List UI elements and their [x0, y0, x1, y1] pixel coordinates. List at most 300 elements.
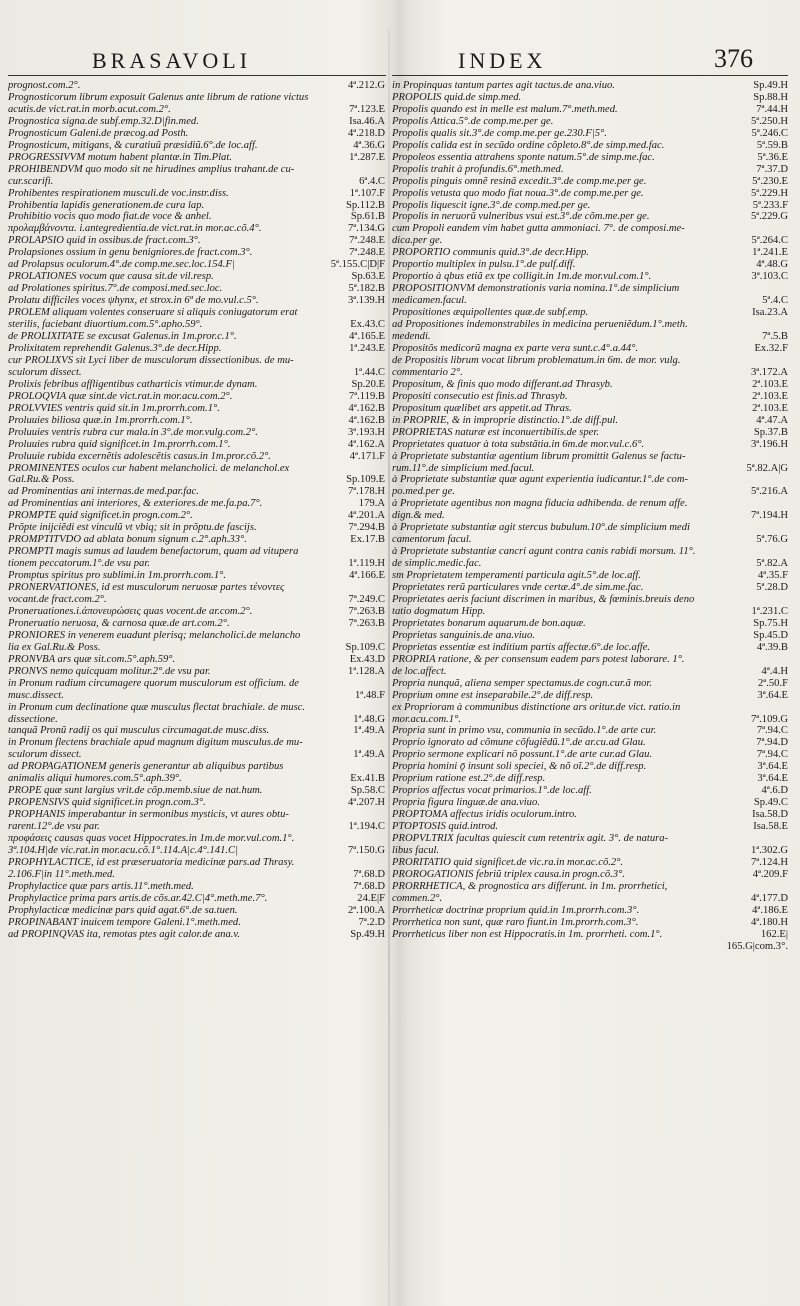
- index-entry-text: PROPRIETAS naturæ est inconuertibilis.de sper.: [392, 426, 599, 438]
- index-entry-reference: Ex.17.B: [350, 534, 385, 546]
- index-entry-reference: Sp.109.E: [346, 474, 385, 486]
- index-entry-text: PROPOSITIONVM demonstrationis varia nomina.1°.de simplicium: [392, 283, 680, 295]
- index-entry: [8, 140, 385, 152]
- index-entry: [392, 152, 788, 164]
- index-entry: [8, 761, 385, 773]
- index-entry-text: Propria homini ǭ insunt soli speciei, & nõ oĩ.2°.de diff.resp.: [392, 761, 647, 773]
- index-entry-reference: 7ª.94.C: [756, 725, 788, 737]
- index-entry-reference: Sp.61.B: [350, 211, 385, 223]
- index-entry-reference: 2ª.103.E: [752, 378, 788, 390]
- index-entry-reference: 7ª.68.D: [353, 868, 385, 880]
- index-entry-reference: 1ª.194.C: [348, 821, 385, 833]
- index-entry-text: Promptus spiritus pro sublimi.in 1m.prorrh.com.1°.: [8, 570, 226, 582]
- index-entry: [8, 319, 385, 331]
- index-entry-text: PROPHYLACTICE, id est præseruatoria medicinæ pars.ad Thrasy.: [8, 856, 295, 868]
- index-entry: [392, 582, 788, 594]
- index-entry-text: Proprietas sanguinis.de ana.viuo.: [392, 629, 535, 641]
- index-entry-text: PRONVBA ars quæ sit.com.5°.aph.59°.: [8, 653, 176, 665]
- index-entry-text: Prophylacticæ medicinæ pars quid agat.6°.de sa.tuen.: [8, 904, 238, 916]
- index-entry: [8, 463, 385, 475]
- index-entry-text: Prognosticum Galeni.de præcog.ad Posth.: [8, 127, 189, 139]
- index-entry: [8, 558, 385, 570]
- index-entry-reference: 7ª.134.G: [347, 223, 385, 235]
- index-entry: [392, 140, 788, 152]
- index-entry-text: Propolis trahit à profundis.6°.meth.med.: [392, 163, 564, 175]
- index-entry: [392, 259, 788, 271]
- index-entry-text: Prophylactice prima pars artis.de cõs.ar.42.C|4°.meth.me.7°.: [8, 892, 268, 904]
- index-entry-reference: 3ª.139.H: [347, 295, 385, 307]
- index-entry-reference: 1ª.48.F: [354, 689, 385, 701]
- index-entry: [392, 188, 788, 200]
- index-entry-text: PRORITATIO quid significet.de vic.ra.in mor.ac.cõ.2°.: [392, 856, 624, 868]
- index-entry-reference: 5ª.233.F: [752, 199, 788, 211]
- index-entry: [392, 474, 788, 486]
- index-entry: [392, 737, 788, 749]
- index-entry: [392, 917, 788, 929]
- index-entry: [8, 845, 385, 857]
- index-entry: [8, 522, 385, 534]
- index-entry: [8, 714, 385, 726]
- index-entry: [392, 546, 788, 558]
- index-entry-reference: 7ª.68.D: [353, 880, 385, 892]
- header-rule-left: [8, 75, 386, 76]
- index-entry-reference: 5ª.4.C: [762, 295, 788, 307]
- index-entry-reference: 7ª.123.E: [349, 103, 385, 115]
- index-entry: [392, 235, 788, 247]
- index-entry-text: PRONIORES in venerem euadunt plerisq; melancholici.de melancho: [8, 629, 301, 641]
- index-entry-reference: 7ª.119.B: [348, 390, 385, 402]
- index-entry: [392, 809, 788, 821]
- index-entry: [8, 690, 385, 702]
- index-entry-text: ad Prolationes spiritus.7°.de composi.med.sec.loc.: [8, 283, 223, 295]
- index-entry-text: Proprietates bonarum aquarum.de bon.aquæ.: [392, 617, 586, 629]
- index-entry: [392, 211, 788, 223]
- index-entry: [8, 857, 385, 869]
- index-entry: [8, 427, 385, 439]
- index-entry-text: commentario 2°.: [392, 366, 463, 378]
- index-entry-reference: 1ª.48.G: [353, 713, 385, 725]
- index-entry-text: ad PROPAGATIONEM generis generantur ab aliquibus partibus: [8, 761, 284, 773]
- index-entry-reference: 24.E|F: [357, 892, 385, 904]
- index-entry-reference: 2ª.103.E: [752, 390, 788, 402]
- index-entry-text: 3ª.104.H|de vic.rat.in mor.acu.cõ.1°.114.A|c.4°.141.C|: [8, 845, 239, 856]
- index-entry: [392, 439, 788, 451]
- index-entry: [392, 343, 788, 355]
- index-entry-reference: 7ª.263.B: [348, 605, 385, 617]
- index-entry-reference: 3ª.196.H: [750, 438, 788, 450]
- index-entry-reference: 7ª.109.G: [750, 713, 788, 725]
- index-entry-reference: 7ª.178.H: [347, 486, 385, 498]
- index-entry-reference: 5ª.28.D: [756, 582, 788, 594]
- index-column-left: [8, 80, 385, 941]
- index-entry-text: à Proprietate substantiæ agit stercus bubulum.10°.de simplicium medi: [392, 522, 691, 534]
- index-entry-text: Proluuies ventris rubra cur mala.in 3°.de mor.vulg.com.2°.: [8, 426, 258, 438]
- index-entry-text: Propolis calida est in secũdo ordine cõpleto.8°.de simp.med.fac.: [392, 139, 665, 151]
- index-entry: [392, 678, 788, 690]
- index-entry-text: Propria sunt in primo vsu, communia in secũdo.1°.de arte cur.: [392, 725, 657, 737]
- index-entry-reference: 6ª.4.C: [359, 175, 385, 187]
- index-entry-text: Prolixitatem reprehendit Galenus.3°.de decr.Hipp.: [8, 342, 222, 354]
- index-entry-text: Propolis vetusta quo modo fiat noua.3°.de comp.me.per ge.: [392, 187, 644, 199]
- index-entry-text: ad Prolapsus oculorum.4°.de comp.me.sec.loc.154.F|: [8, 259, 235, 271]
- index-entry: [8, 451, 385, 463]
- index-entry-reference: 4ª.209.F: [752, 868, 788, 880]
- index-entry-text: in Pronum flectens brachiale apud magnum digitum musculus.de mu-: [8, 737, 303, 749]
- index-entry-text: PROLATIONES vocum que causa sit.de vil.resp.: [8, 271, 214, 283]
- index-entry-reference: 3ª.64.E: [757, 689, 788, 701]
- index-entry-text: Proluuies rubra quid significet.in 1m.prorrh.com.1°.: [8, 438, 231, 450]
- index-entry-reference: 2ª.103.E: [752, 402, 788, 414]
- index-entry: [392, 510, 788, 522]
- index-entry: [8, 725, 385, 737]
- index-entry: [8, 355, 385, 367]
- index-entry-text: Propositõs medicorũ magna ex parte vera sunt.c.4°.a.44°.: [392, 342, 639, 354]
- index-entry-reference: 162.E|: [760, 928, 788, 940]
- index-entry-text: cur.scarifi.: [8, 175, 54, 187]
- index-entry-text: PROPHANIS imperabantur in sermonibus mysticis, vt aures obtu-: [8, 809, 289, 821]
- index-entry: [8, 582, 385, 594]
- index-entry: [8, 223, 385, 235]
- header-rule-right: [392, 75, 788, 76]
- index-entry-text: Proprios affectus vocat primarios.1°.de loc.aff.: [392, 785, 592, 797]
- index-entry: [392, 558, 788, 570]
- index-entry-text: tatio dogmatum Hipp.: [392, 605, 486, 617]
- index-entry: [392, 833, 788, 845]
- index-entry: [8, 654, 385, 666]
- index-entry-text: PROLOQVIA quæ sint.de vict.rat.in mor.acu.com.2°.: [8, 390, 233, 402]
- running-head-author: BRASAVOLI: [92, 48, 252, 73]
- index-entry-reference: Sp.63.E: [351, 271, 385, 283]
- index-entry: [392, 821, 788, 833]
- index-entry-text: rum.11°.de simplicium med.facul.: [392, 462, 535, 474]
- index-entry-text: Propositiones æquipollentes quæ.de subf.emp.: [392, 307, 589, 319]
- index-entry: [392, 654, 788, 666]
- index-entry-text: in Propinquas tantum partes agit tactus.de ana.viuo.: [392, 80, 615, 91]
- index-entry: [392, 295, 788, 307]
- index-entry-reference: 4ª.180.H: [750, 916, 788, 928]
- index-entry: [8, 606, 385, 618]
- index-entry-reference: 3ª.103.C: [751, 271, 788, 283]
- index-entry-reference: 7ª.263.B: [348, 617, 385, 629]
- index-entry-text: Prohibitio vocis quo modo fiat.de voce & anhel.: [8, 211, 212, 223]
- index-entry-reference: 1ª.241.E: [752, 247, 788, 259]
- index-entry: [392, 223, 788, 235]
- index-entry-reference: 2ª.50.F: [757, 677, 788, 689]
- index-entry-text: cum Propoli eandem vim habet gutta ammoniaci. 7°. de composi.me-: [392, 223, 685, 235]
- index-entry-reference: 4ª.39.B: [756, 641, 788, 653]
- index-entry-reference: 1ª.302.G: [750, 845, 788, 856]
- index-entry-text: ad Prominentias ani interiores, & exteriores.de me.fa.pa.7°.: [8, 498, 263, 510]
- index-entry-text: de Propositis librum vocat librum problematum.in 6m. de mor. vulg.: [392, 354, 681, 366]
- index-entry-text: PROLAPSIO quid in ossibus.de fract.com.3°.: [8, 235, 201, 247]
- index-entry-text: Prohibentia lapidis generationem.de cura lap.: [8, 199, 205, 211]
- index-entry: [8, 486, 385, 498]
- index-entry: [8, 785, 385, 797]
- index-entry-text: PROLEM aliquam volentes conseruare si aliquis coniugatorum erat: [8, 307, 298, 319]
- index-entry-reference: 3ª.172.A: [750, 366, 788, 378]
- index-entry: [8, 128, 385, 140]
- index-entry-reference: 7ª.94.C: [756, 749, 788, 761]
- index-entry-reference: 7ª.248.E: [349, 235, 385, 247]
- index-entry-reference: 4ª.36.G: [353, 139, 385, 151]
- index-entry-text: PROPTOMA affectus iridis oculorum.intro.: [392, 809, 577, 821]
- index-entry-text: Proprietas essentiæ est inditium partis affectæ.6°.de loc.affe.: [392, 641, 651, 653]
- index-entry-text: Prorrhetica non sunt, quæ raro fiunt.in 1m.prorrh.com.3°.: [392, 916, 639, 928]
- index-entry: [392, 104, 788, 116]
- index-entry: [392, 415, 788, 427]
- index-entry: [392, 785, 788, 797]
- index-entry: [8, 200, 385, 212]
- index-entry-text: PROGRESSIVVM motum habent plantæ.in Tim.Plat.: [8, 151, 232, 163]
- index-entry-text: 2.106.F|in 11°.meth.med.: [8, 868, 115, 880]
- index-entry-reference: 7ª.150.G: [347, 845, 385, 856]
- index-entry-reference: 7ª.249.C: [348, 593, 385, 605]
- index-entry-text: Prorrheticus liber non est Hippocratis.in 1m. prorrheti. com.1°.: [392, 928, 663, 940]
- index-entry-text: προφάσεις causas quas vocet Hippocrates.in 1m.de mor.vul.com.1°.: [8, 833, 295, 845]
- index-entry-reference: Sp.109.C: [345, 641, 385, 653]
- index-entry: [8, 809, 385, 821]
- index-entry: [392, 80, 788, 92]
- index-entry: [8, 439, 385, 451]
- index-entry-reference: 4ª.212.G: [347, 80, 385, 91]
- index-entry: [8, 510, 385, 522]
- index-entry: [392, 498, 788, 510]
- index-entry-text: Propositi consecutio est finis.ad Thrasyb.: [392, 390, 568, 402]
- index-entry-text: PROROGATIONIS febriũ triplex causa.in progn.cõ.3°.: [392, 868, 625, 880]
- index-entry-text: Prõpte inijciẽdi est vinculũ vt vbiq; sit in prõptu.de fascijs.: [8, 522, 257, 534]
- index-entry: [392, 92, 788, 104]
- index-entry: [392, 881, 788, 893]
- index-entry-text: à Proprietate substantiæ quæ agunt experientia iudicantur.1°.de com-: [392, 474, 689, 486]
- index-entry: [392, 486, 788, 498]
- index-entry-reference: Sp.37.B: [753, 426, 788, 438]
- index-entry-reference: 4ª.162.A: [347, 438, 385, 450]
- index-entry-reference: 7ª.2.D: [358, 916, 385, 928]
- index-entry-reference: 4ª.47.A: [756, 414, 788, 426]
- index-entry-text: de simplic.medic.fac.: [392, 558, 482, 570]
- index-entry-text: Propoleos essentia attrahens sponte natum.5°.de simp.me.fac.: [392, 151, 655, 163]
- index-entry-text: Prorrheticæ doctrinæ proprium quid.in 1m.prorrh.com.3°.: [392, 904, 640, 916]
- index-entry-reference: Sp.49.C: [753, 797, 788, 809]
- index-entry-reference: 2ª.100.A: [347, 904, 385, 916]
- index-entry-text: PROMPTITVDO ad ablata bonum signum c.2°.aph.33°.: [8, 534, 247, 546]
- index-entry-reference: 1ª.287.E: [349, 151, 385, 163]
- index-entry-text: tionem peccatorum.1°.de vsu par.: [8, 558, 150, 570]
- index-entry-text: Prolapsiones ossium in genu benigniores.de fract.com.3°.: [8, 247, 253, 259]
- index-entry: [392, 869, 788, 881]
- index-entry-reference: 7ª.44.H: [756, 103, 788, 115]
- index-entry: [392, 522, 788, 534]
- index-entry: [392, 630, 788, 642]
- index-entry-text: ad Propositiones indemonstrabiles in medicina perueniẽdum.1°.meth.: [392, 319, 688, 331]
- index-entry: [8, 176, 385, 188]
- index-entry: [8, 833, 385, 845]
- running-head-index: INDEX: [458, 48, 547, 73]
- index-entry: [8, 737, 385, 749]
- index-entry-text: Propositum quælibet ars appetit.ad Thras.: [392, 402, 572, 414]
- index-entry-reference: 3ª.64.E: [757, 773, 788, 785]
- index-column-right: [392, 80, 788, 953]
- index-entry-text: Proprio ignorato ad cõmune cõfugiẽdũ.1°.de ar.cu.ad Glau.: [392, 737, 646, 749]
- index-entry-text: à Proprietate agentibus non magna fiducia adhibenda. de renum affe.: [392, 498, 688, 510]
- index-entry-text: mor.acu.com.1°.: [392, 713, 461, 725]
- index-entry-text: de loc.affect.: [392, 665, 447, 677]
- index-entry-text: Propolis Attica.5°.de comp.me.per ge.: [392, 115, 554, 127]
- index-entry-reference: 7ª.5.B: [762, 331, 788, 343]
- index-entry: [392, 164, 788, 176]
- index-entry-text: po.med.per ge.: [392, 486, 455, 498]
- index-entry-text: sculorum dissect.: [8, 749, 82, 761]
- index-entry: [8, 164, 385, 176]
- index-entry: [392, 379, 788, 391]
- index-entry: [392, 725, 788, 737]
- index-entry-reference: Sp.75.H: [753, 617, 788, 629]
- index-entry: [8, 773, 385, 785]
- index-entry-text: Propria nunquã, aliena semper spectamus.de cogn.cur.ã mor.: [392, 677, 653, 689]
- index-entry-text: dissectione.: [8, 713, 58, 725]
- index-entry: [392, 463, 788, 475]
- index-entry-text: commen.2°.: [392, 892, 443, 904]
- index-entry-reference: 4ª.35.F: [757, 570, 788, 582]
- index-entry-text: Proneruationes.i.ἀπονευρώσεις quas vocent.de ar.com.2°.: [8, 605, 253, 617]
- index-entry-reference: Isa.23.A: [752, 307, 788, 319]
- index-entry: [8, 116, 385, 128]
- index-entry-text: Proprietates aeris faciunt discrimen in maribus, & fœminis.breuis deno: [392, 593, 695, 605]
- index-entry: [8, 152, 385, 164]
- index-entry-reference: 4ª.201.A: [347, 510, 385, 522]
- index-entry: [392, 929, 788, 941]
- index-entry: [392, 367, 788, 379]
- index-entry-text: PROPVLTRIX facultas quiescit cum retentrix agit. 3°. de natura-: [392, 833, 669, 845]
- index-entry-text: libus facul.: [392, 845, 440, 856]
- index-entry: [8, 749, 385, 761]
- index-entry-text: PROPORTIO communis quid.3°.de decr.Hipp.: [392, 247, 589, 259]
- index-entry: [392, 606, 788, 618]
- index-entry: [8, 92, 385, 104]
- index-entry-reference: Sp.45.D: [753, 629, 788, 641]
- index-entry-text: camentorum facul.: [392, 534, 472, 546]
- index-entry-text: musc.dissect.: [8, 689, 64, 701]
- index-entry-text: Propolis pinguis omnẽ resinã excedit.3°.de comp.me.per ge.: [392, 175, 647, 187]
- index-entry: [8, 331, 385, 343]
- index-entry-text: Propolis liquescit igne.3°.de comp.med.per ge.: [392, 199, 591, 211]
- index-entry: [8, 283, 385, 295]
- index-entry: [8, 905, 385, 917]
- index-entry-reference: 1ª.243.E: [349, 342, 385, 354]
- index-entry-text: Prohibentes respirationem musculi.de voc.instr.diss.: [8, 187, 229, 199]
- index-entry-text: animalis aliqui humores.com.5°.aph.39°.: [8, 773, 182, 785]
- index-entry: [8, 642, 385, 654]
- index-entry: [8, 881, 385, 893]
- index-entry: [8, 929, 385, 941]
- index-entry-reference: 4ª.177.D: [750, 892, 788, 904]
- index-entry-text: medicamen.facul.: [392, 295, 467, 307]
- index-entry-reference: 4ª.165.E: [349, 331, 385, 343]
- index-entry: [392, 905, 788, 917]
- index-entry: [392, 570, 788, 582]
- index-entry: [392, 247, 788, 259]
- index-entry-reference: 4ª.186.E: [752, 904, 788, 916]
- index-entry-text: Prognosticum, mitigans, & curatiuũ præsidiũ.6°.de loc.aff.: [8, 139, 258, 151]
- index-entry-text: PROPINABANT inuicem tempore Galeni.1°.meth.med.: [8, 916, 241, 928]
- index-entry-text: PROPOLIS quid.de simp.med.: [392, 91, 522, 103]
- index-entry-reference: Ex.32.F: [754, 342, 788, 354]
- index-entry-reference: 7ª.194.H: [750, 510, 788, 522]
- index-entry: [392, 594, 788, 606]
- index-entry-text: in Pronum radium circumagere quorum musculorum est officium. de: [8, 677, 300, 689]
- index-entry-text: à Proprietate substantiæ agentium librum promittit Galenus se factu-: [392, 450, 686, 462]
- index-entry: [392, 451, 788, 463]
- index-entry: [392, 403, 788, 415]
- index-entry-text: in Pronum cum declinatione quæ musculus flectat brachiale. de musc.: [8, 701, 306, 713]
- index-entry-text: Prophylactice quæ pars artis.11°.meth.med.: [8, 880, 194, 892]
- index-entry: [392, 702, 788, 714]
- index-entry-text: Proprio sermone explicari nõ possunt.1°.de arte cur.ad Glau.: [392, 749, 653, 761]
- index-entry-reference: 5ª.182.B: [348, 283, 385, 295]
- index-entry: [8, 893, 385, 905]
- index-entry-text: PROMPTE quid significet.in progn.com.2°.: [8, 510, 193, 522]
- index-entry: [8, 343, 385, 355]
- index-entry-reference: 5ª.59.B: [756, 139, 788, 151]
- index-entry: [392, 355, 788, 367]
- index-entry-reference: 1ª.49.A: [353, 749, 385, 761]
- index-entry: [8, 391, 385, 403]
- index-entry-text: Gal.Ru.& Poss.: [8, 474, 75, 486]
- index-entry-text: cur PROLIXVS sit Lyci liber de musculorum dissectionibus. de mu-: [8, 354, 294, 366]
- index-entry: [8, 534, 385, 546]
- index-entry: [8, 415, 385, 427]
- index-entry-text: de PROLIXITATE se excusat Galenus.in 1m.pror.c.1°.: [8, 331, 237, 343]
- index-entry-reference: 5ª.264.C: [751, 235, 788, 247]
- index-entry-reference: 5ª.229.G: [750, 211, 788, 223]
- index-entry-text: ad Prominentias ani internas.de med.par.fac.: [8, 486, 199, 498]
- index-entry: [8, 678, 385, 690]
- index-entry-reference: 3ª.64.E: [757, 761, 788, 773]
- index-entry-reference: Sp.58.C: [350, 785, 385, 797]
- index-entry: [8, 666, 385, 678]
- index-entry-reference: 4ª.4.H: [761, 665, 788, 677]
- index-entry: [8, 594, 385, 606]
- index-entry-text: dica.per ge.: [392, 235, 443, 247]
- index-entry-text: Proprietates rerũ particulares vnde certæ.4°.de sim.me.fac.: [392, 582, 644, 594]
- index-entry-reference: 179.A: [358, 498, 385, 510]
- index-entry: [8, 271, 385, 283]
- index-entry-reference: Ex.43.C: [350, 319, 385, 331]
- index-entry-reference: 4ª.162.B: [348, 402, 385, 414]
- index-entry: [392, 116, 788, 128]
- index-entry-text: sm Proprietatem temperamenti particula agit.5°.de loc.aff.: [392, 570, 641, 582]
- index-entry: [392, 271, 788, 283]
- index-entry: [392, 391, 788, 403]
- index-entry: [392, 283, 788, 295]
- index-entry-text: Propositum, & finis quo modo differant.ad Thrasyb.: [392, 378, 613, 390]
- index-entry-reference: 7ª.124.H: [750, 856, 788, 868]
- index-entry: [392, 941, 788, 953]
- index-entry: [8, 307, 385, 319]
- index-entry: [8, 104, 385, 116]
- index-entry-reference: 7ª.294.B: [348, 522, 385, 534]
- index-entry-reference: 3ª.193.H: [347, 426, 385, 438]
- index-entry-reference: 4ª.207.H: [347, 797, 385, 809]
- index-entry-reference: 5ª.216.A: [750, 486, 788, 498]
- index-entry: [8, 235, 385, 247]
- index-entry-reference: 1ª.49.A: [353, 725, 385, 737]
- index-entry-text: Propria figura linguæ.de ana.viuo.: [392, 797, 540, 809]
- index-entry-text: in PROPRIE, & in improprie distinctio.1°.de diff.pul.: [392, 414, 618, 426]
- index-entry: [8, 80, 385, 92]
- index-entry: [8, 630, 385, 642]
- index-entry: [392, 857, 788, 869]
